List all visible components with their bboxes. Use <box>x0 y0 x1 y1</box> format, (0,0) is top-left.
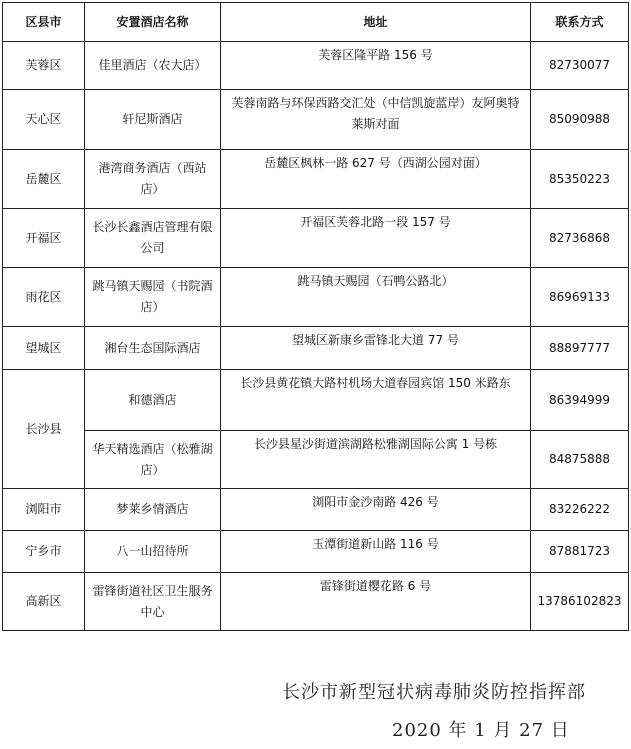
phone-cell: 85090988 <box>531 90 629 150</box>
address-cell: 芙蓉区隆平路 156 号 <box>221 42 531 90</box>
district-cell: 雨花区 <box>3 268 85 327</box>
phone-cell: 84875888 <box>531 431 629 489</box>
header-district: 区县市 <box>3 3 85 42</box>
phone-cell: 82736868 <box>531 209 629 268</box>
phone-cell: 82730077 <box>531 42 629 90</box>
district-cell: 高新区 <box>3 573 85 631</box>
address-cell: 望城区新康乡雷锋北大道 77 号 <box>221 327 531 370</box>
district-cell: 开福区 <box>3 209 85 268</box>
issue-date: 2020 年 1 月 27 日 <box>392 720 570 741</box>
table-header-row <box>3 3 629 42</box>
table-row <box>3 42 629 90</box>
district-cell: 天心区 <box>3 90 85 150</box>
table-row <box>3 431 629 489</box>
hotel-cell: 轩尼斯酒店 <box>85 90 221 150</box>
table-row <box>3 90 629 150</box>
address-cell: 长沙县黄花镇大路村机场大道春园宾馆 150 米路东 <box>221 370 531 431</box>
hotel-cell: 港湾商务酒店（西站店） <box>85 150 221 209</box>
header-phone: 联系方式 <box>531 3 629 42</box>
hotel-cell: 和德酒店 <box>85 370 221 431</box>
address-cell: 长沙县星沙街道滨湖路松雅湖国际公寓 1 号栋 <box>221 431 531 489</box>
table-row <box>3 370 629 431</box>
phone-cell: 88897777 <box>531 327 629 370</box>
phone-cell: 83226222 <box>531 489 629 531</box>
table-row <box>3 531 629 573</box>
address-cell: 玉潭街道新山路 116 号 <box>221 531 531 573</box>
district-cell: 岳麓区 <box>3 150 85 209</box>
address-cell: 芙蓉南路与环保西路交汇处（中信凯旋蓝岸）友阿奥特莱斯对面 <box>221 90 531 150</box>
table-row <box>3 489 629 531</box>
table-row <box>3 150 629 209</box>
hotel-cell: 长沙长鑫酒店管理有限公司 <box>85 209 221 268</box>
phone-cell: 86394999 <box>531 370 629 431</box>
address-cell: 浏阳市金沙南路 426 号 <box>221 489 531 531</box>
hotel-table <box>2 2 629 631</box>
address-cell: 跳马镇天赐园（石鸭公路北） <box>221 268 531 327</box>
hotel-cell: 雷锋街道社区卫生服务中心 <box>85 573 221 631</box>
district-cell: 望城区 <box>3 327 85 370</box>
table-row <box>3 209 629 268</box>
table-row <box>3 327 629 370</box>
phone-cell: 13786102823 <box>531 573 629 631</box>
table-row <box>3 573 629 631</box>
table-row <box>3 268 629 327</box>
header-address: 地址 <box>221 3 531 42</box>
phone-cell: 87881723 <box>531 531 629 573</box>
hotel-cell: 湘台生态国际酒店 <box>85 327 221 370</box>
header-hotel: 安置酒店名称 <box>85 3 221 42</box>
hotel-cell: 佳里酒店（农大店） <box>85 42 221 90</box>
address-cell: 岳麓区枫林一路 627 号（西湖公园对面） <box>221 150 531 209</box>
phone-cell: 85350223 <box>531 150 629 209</box>
district-cell: 长沙县 <box>3 370 85 489</box>
district-cell: 浏阳市 <box>3 489 85 531</box>
district-cell: 宁乡市 <box>3 531 85 573</box>
issuing-organization: 长沙市新型冠状病毒肺炎防控指挥部 <box>282 682 586 703</box>
district-cell: 芙蓉区 <box>3 42 85 90</box>
hotel-cell: 华天精选酒店（松雅湖店） <box>85 431 221 489</box>
phone-cell: 86969133 <box>531 268 629 327</box>
hotel-cell: 梦莱乡情酒店 <box>85 489 221 531</box>
hotel-cell: 跳马镇天赐园（书院酒店） <box>85 268 221 327</box>
address-cell: 雷锋街道樱花路 6 号 <box>221 573 531 631</box>
hotel-cell: 八一山招待所 <box>85 531 221 573</box>
address-cell: 开福区芙蓉北路一段 157 号 <box>221 209 531 268</box>
